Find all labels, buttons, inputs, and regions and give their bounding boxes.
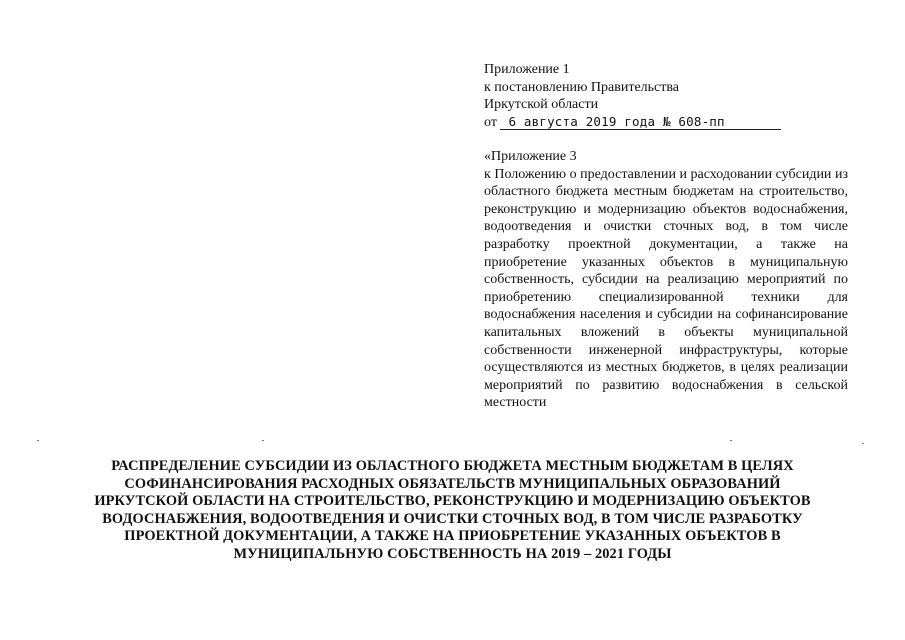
approval-date-value: 6 августа 2019 года № 608-пп	[500, 114, 780, 130]
title-line: МУНИЦИПАЛЬНУЮ СОБСТВЕННОСТЬ НА 2019 – 2021 ГОДЫ	[233, 545, 672, 562]
title-line: ПРОЕКТНОЙ ДОКУМЕНТАЦИИ, А ТАКЖЕ НА ПРИОБРЕТЕНИЕ УКАЗАННЫХ ОБЪЕКТОВ В	[124, 528, 781, 545]
scan-speck	[262, 440, 264, 441]
title-line: ВОДОСНАБЖЕНИЯ, ВОДООТВЕДЕНИЯ И ОЧИСТКИ СТОЧНЫХ ВОД, В ТОМ ЧИСЛЕ РАЗРАБОТКУ	[102, 510, 803, 527]
appendix-block	[484, 148, 848, 412]
approval-date-line	[484, 114, 784, 132]
approval-date-prefix: от	[484, 114, 497, 130]
approval-line-3: Иркутской области	[484, 97, 599, 113]
scan-speck	[862, 443, 864, 444]
title-line: ИРКУТСКОЙ ОБЛАСТИ НА СТРОИТЕЛЬСТВО, РЕКОНСТРУКЦИЮ И МОДЕРНИЗАЦИЮ ОБЪЕКТОВ	[94, 493, 811, 510]
approval-line-1: Приложение 1	[484, 62, 570, 77]
document-title	[60, 458, 845, 564]
appendix-text: к Положению о предоставлении и расходовании субсидии из областного бюджета местным бюджетам на строительство, реконструкцию и модернизацию объектов водоснабжения, водоотведения и очистки сточных вод, в том числе разработку проектной документации, а также на приобретение указанных объектов в муниципальную собственность, субсидии на реализацию мероприятий по приобретению специализированной техники для водоснабжения населения и субсидии на софинансирование капитальных вложений в объекты муниципальной собственности инженерной инфраструктуры, которые осуществляются из местных бюджетов, в целях реализации мероприятий по развитию водоснабжения в сельской местности	[484, 166, 848, 411]
approval-line-2: к постановлению Правительства	[484, 79, 680, 95]
scan-speck	[730, 440, 732, 441]
approval-block	[484, 61, 784, 131]
appendix-heading: «Приложение 3	[484, 149, 577, 164]
scan-speck	[37, 440, 39, 441]
title-line: РАСПРЕДЕЛЕНИЕ СУБСИДИИ ИЗ ОБЛАСТНОГО БЮДЖЕТА МЕСТНЫМ БЮДЖЕТАМ В ЦЕЛЯХ	[111, 458, 794, 474]
title-line: СОФИНАНСИРОВАНИЯ РАСХОДНЫХ ОБЯЗАТЕЛЬСТВ МУНИЦИПАЛЬНЫХ ОБРАЗОВАНИЙ	[124, 475, 781, 492]
